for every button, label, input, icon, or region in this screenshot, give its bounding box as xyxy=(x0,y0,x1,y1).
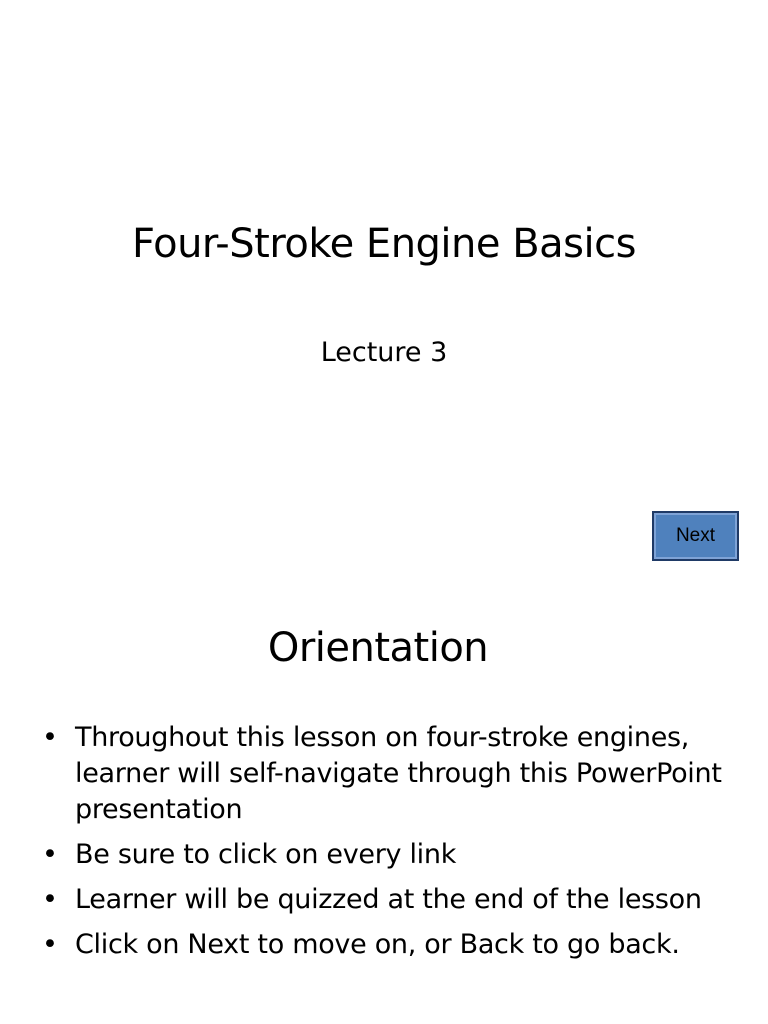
bullet-dot-icon: • xyxy=(42,839,58,870)
bullet-item xyxy=(42,882,742,918)
bullet-dot-icon: • xyxy=(42,722,58,753)
slide-subtitle: Lecture 3 xyxy=(320,337,448,368)
slide-title-heading: Four-Stroke Engine Basics xyxy=(132,221,636,267)
bullet-item xyxy=(42,720,742,828)
bullet-list xyxy=(42,720,742,972)
next-button[interactable]: Next xyxy=(652,511,739,561)
slide-orientation xyxy=(0,590,768,1024)
bullet-text: Click on Next to move on, or Back to go back. xyxy=(75,929,680,960)
bullet-text: Be sure to click on every link xyxy=(75,839,457,870)
bullet-item xyxy=(42,927,742,963)
bullet-item xyxy=(42,837,742,873)
bullet-text: Learner will be quizzed at the end of the lesson xyxy=(75,884,702,915)
bullet-dot-icon: • xyxy=(42,884,58,915)
bullet-text: Throughout this lesson on four-stroke engines, learner will self-navigate through this PowerPoint presentation xyxy=(75,722,722,825)
bullet-dot-icon: • xyxy=(42,929,58,960)
orientation-heading: Orientation xyxy=(267,625,489,671)
